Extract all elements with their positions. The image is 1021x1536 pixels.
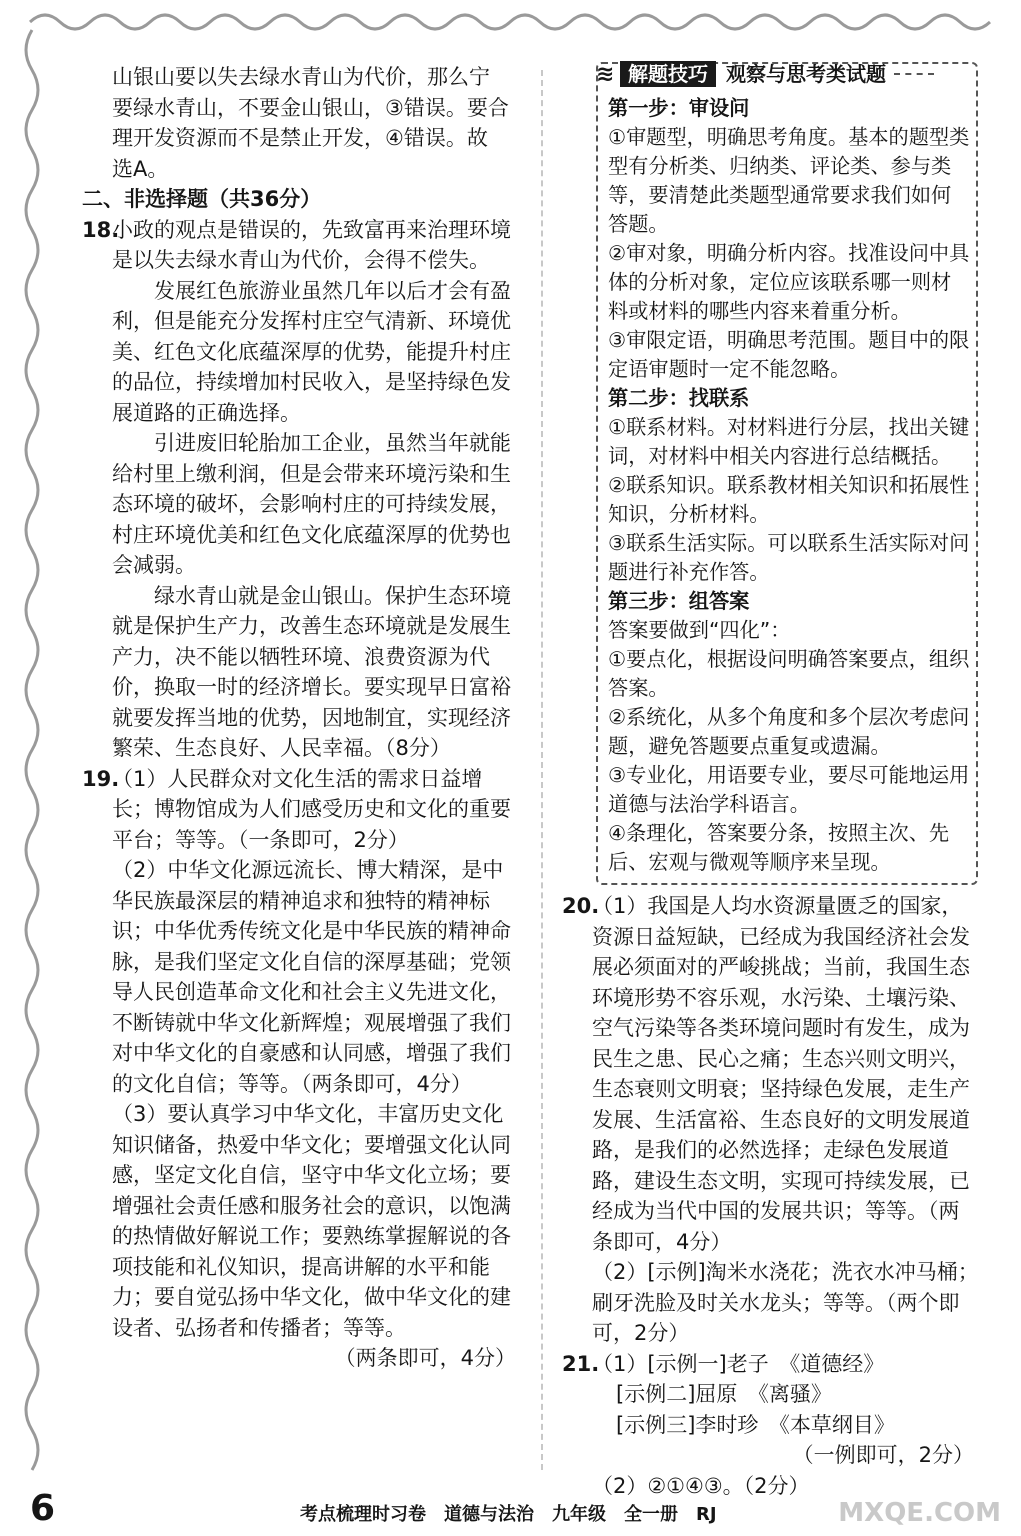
tip-title: 观察与思考类试题 xyxy=(726,61,886,86)
q18-paragraph: 发展红色旅游业虽然几年以后才会有盈利，但是能充分发挥村庄空气清新、环境优美、红色文化底蕴深厚的优势，能提升村庄的品位，持续增加村民收入，是坚持绿色发展道路的正确选择。 xyxy=(112,278,511,425)
question-number: 21. xyxy=(562,1351,600,1376)
step-2-heading: 第二步：找联系 xyxy=(608,386,750,410)
q18-answer-line: 小政的观点是错误的，先致富再来治理环境是以失去绿水青山为代价，会得不偿失。 xyxy=(112,217,511,272)
question-20 xyxy=(562,891,980,1349)
right-column xyxy=(562,62,980,1501)
step-item: ③审限定语，明确思考范围。题目中的限定语审题时一定不能忽略。 xyxy=(608,328,970,381)
step-3-heading: 第三步：组答案 xyxy=(608,589,750,613)
q21-part-2: （2）②①④③。（2分） xyxy=(592,1473,810,1498)
q18-paragraph: 绿水青山就是金山银山。保护生态环境就是保护生产力，改善生态环境就是发展生产力，决不能以牺牲环境、浪费资源为代价，换取一时的经济增长。要实现早日富裕就要发挥当地的优势，因地制宜，实现经济繁荣、生态良好、人民幸福。（8分） xyxy=(112,583,511,760)
text-line: 要绿水青山，不要金山银山，③错误。要合 xyxy=(112,95,509,120)
text-line: 选A。 xyxy=(112,156,169,181)
step-item: ①联系材料。对材料进行分层，找出关键词，对材料中相关内容进行总结概括。 xyxy=(608,415,970,468)
q21-score-note: （一例即可，2分） xyxy=(792,1443,974,1467)
step-item: ④条理化，答案要分条，按照主次、先后、宏观与微观等顺序来呈现。 xyxy=(608,821,950,874)
q17-continuation xyxy=(82,62,522,184)
q19-part-2: （2）中华文化源远流长、博大精深，是中华民族最深层的精神追求和独特的精神标识；中华优秀传统文化是中华民族的精神命脉，是我们坚定文化自信的深厚基础；党领导人民创造革命文化和社会主义先进文化，不断铸就中华文化新辉煌；观展增强了我们对中华文化的自豪感和认同感，增强了我们的文化自信；等等。（两条即可，4分） xyxy=(112,858,511,1096)
step-item: ①要点化，根据设问明确答案要点，组织答案。 xyxy=(608,647,970,700)
step-item: ②审对象，明确分析内容。找准设问中具体的分析对象，定位应该联系哪一则材料或材料的哪些内容来着重分析。 xyxy=(608,241,970,323)
step-item: ①审题型，明确思考角度。基本的题型类型有分析类、归纳类、评论类、参与类等，要清楚此类题型通常要求我们如何答题。 xyxy=(608,125,970,236)
left-column xyxy=(82,62,522,1374)
text-line: 山银山要以失去绿水青山为代价，那么宁 xyxy=(112,65,490,89)
step-1-heading: 第一步：审设问 xyxy=(608,96,750,120)
step-item: ②系统化，从多个角度和多个层次考虑问题，避免答题要点重复或遗漏。 xyxy=(608,705,970,758)
tip-header xyxy=(596,60,934,88)
section-heading: 二、非选择题（共36分） xyxy=(82,187,322,211)
q18-paragraph: 引进废旧轮胎加工企业，虽然当年就能给村里上缴利润，但是会带来环境污染和生态环境的破坏，会影响村庄的可持续发展，村庄环境优美和红色文化底蕴深厚的优势也会减弱。 xyxy=(112,431,511,577)
page-footer xyxy=(0,1484,1021,1536)
question-number: 19. xyxy=(82,766,120,791)
question-19 xyxy=(82,764,522,1374)
q19-score-note: （两条即可，4分） xyxy=(334,1346,516,1370)
q21-example-1: （1）[示例一]老子 《道德经》 xyxy=(592,1351,885,1376)
question-18 xyxy=(82,215,522,764)
page-number: 6 xyxy=(30,1488,56,1529)
tip-badge: 解题技巧 xyxy=(620,61,716,87)
watermark: MXQE.COM xyxy=(838,1498,1001,1528)
q21-example-3: [示例三]李时珍 《本草纲目》 xyxy=(616,1412,895,1437)
footer-title: 考点梳理时习卷 道德与法治 九年级 全一册 RJ xyxy=(300,1504,717,1525)
step-3-intro: 答案要做到“四化”： xyxy=(608,618,791,642)
wavy-left-border xyxy=(0,0,60,1480)
question-21 xyxy=(562,1349,980,1502)
waves-icon: ≋ xyxy=(596,61,615,87)
wavy-top-border xyxy=(0,0,1021,60)
question-number: 18. xyxy=(82,217,120,242)
step-item: ③联系生活实际。可以联系生活实际对问题进行补充作答。 xyxy=(608,531,970,584)
q19-part-1: （1）人民群众对文化生活的需求日益增长；博物馆成为人们感受历史和文化的重要平台；等等。（一条即可，2分） xyxy=(112,766,511,852)
q20-part-2: （2）[示例]淘米水浇花；洗衣水冲马桶；刷牙洗脸及时关水龙头；等等。（两个即可，2分） xyxy=(592,1260,979,1345)
q21-example-2: [示例二]屈原 《离骚》 xyxy=(616,1382,832,1406)
step-item: ②联系知识。联系教材相关知识和拓展性知识，分析材料。 xyxy=(608,473,970,526)
q20-part-1: （1）我国是人均水资源量匮乏的国家，资源日益短缺，已经成为我国经济社会发展必须面对的严峻挑战；当前，我国生态环境形势不容乐观，水污染、土壤污染、空气污染等各类环境问题时有发生，成为民生之患、民心之痛；生态兴则文明兴，生态衰则文明衰；坚持绿色发展，走生产发展、生活富裕、生态良好的文明发展道路，是我们的必然选择；走绿色发展道路，建设生态文明，实现可持续发展，已经成为当代中国的发展共识；等等。（两条即可，4分） xyxy=(592,894,970,1254)
step-item: ③专业化，用语要专业，要尽可能地运用道德与法治学科语言。 xyxy=(608,763,970,816)
text-line: 理开发资源而不是禁止开发，④错误。故 xyxy=(112,126,488,150)
question-number: 20. xyxy=(562,894,600,918)
divider xyxy=(894,73,934,75)
tip-box xyxy=(596,62,978,885)
column-divider xyxy=(541,70,543,1470)
q19-part-3: （3）要认真学习中华文化，丰富历史文化知识储备，热爱中华文化；要增强文化认同感，坚定文化自信，坚守中华文化立场；要增强社会责任感和服务社会的意识，以饱满的热情做好解说工作；要熟练掌握解说的各项技能和礼仪知识，提高讲解的水平和能力；要自觉弘扬中华文化，做中华文化的建设者、弘扬者和传播者；等等。 xyxy=(112,1102,511,1340)
